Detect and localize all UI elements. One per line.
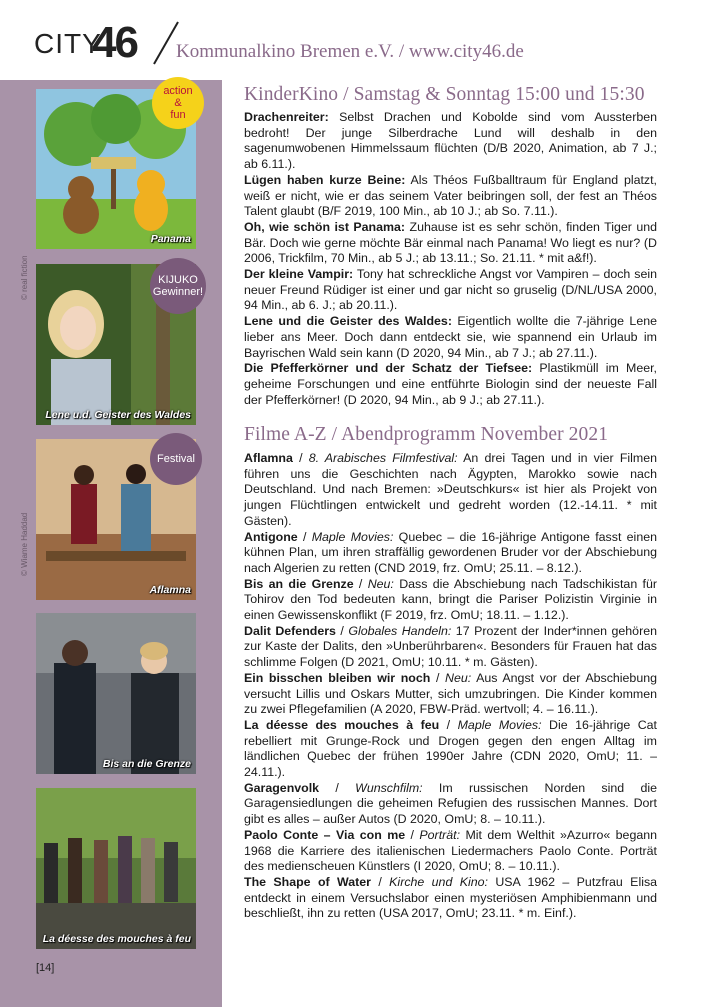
film-title: Dalit Defenders bbox=[244, 623, 336, 638]
badge-action-fun: action & fun bbox=[152, 77, 204, 129]
film-description: Aus Angst vor der Abschiebung versucht Lillis und Oskars Mutter, sich umzubringen. Die Kinder kommen zu zwei Pflegefamilien (A 2020, FBW-Präd. wertvoll; 4. – 16.11.). bbox=[244, 670, 658, 717]
film-title: Aflamna bbox=[244, 451, 293, 465]
kinderkino-entry bbox=[244, 314, 657, 361]
separator: / bbox=[405, 827, 420, 842]
film-title: Antigone bbox=[244, 529, 298, 544]
photo-bis-an-die-grenze bbox=[36, 613, 196, 774]
kinderkino-title: KinderKino / Samstag & Sonntag 15:00 und 15:30 bbox=[244, 84, 645, 105]
film-title: Die Pfefferkörner und der Schatz der Tiefsee: bbox=[244, 361, 533, 376]
separator: / bbox=[297, 529, 312, 544]
film-title: Drachenreiter: bbox=[244, 110, 329, 124]
filme-entries bbox=[244, 451, 657, 922]
kinderkino-entry bbox=[244, 220, 657, 267]
badge-kijuko: KIJUKO Gewinner! bbox=[150, 258, 206, 314]
badge-festival: Festival bbox=[150, 433, 202, 485]
film-entry bbox=[244, 577, 657, 624]
kinderkino-entry bbox=[244, 173, 657, 220]
separator: / bbox=[353, 576, 368, 591]
film-description: Tony hat schreckliche Angst vor Vampiren – doch sein neuer Freund Rüdiger ist einer und gar nicht so gruselig (D/NL/USA 2000, 94 Min., ab 6. J.; ab 20.11.). bbox=[244, 267, 658, 313]
film-description: 17 Prozent der Inder*innen gehören zur Kaste der Dalits, den »Unberührbaren«. Besonders für Frauen hat das schlimme Folgen (D 2021, OmU; 10.11. * m. Gästen). bbox=[244, 623, 657, 670]
separator: / bbox=[319, 780, 356, 795]
film-title: The Shape of Water bbox=[244, 874, 371, 889]
film-series: Porträt: bbox=[419, 827, 461, 842]
film-description: Selbst Drachen und Kobolde sind vom Aussterben bedroht! Der junge Silberdrache Lund will deshalb in den sagenumwobenen Himmelssaum flüchten (D/B 2020, Animation, ab 7 J.; ab 6.11.). bbox=[244, 110, 657, 172]
film-series: Maple Movies: bbox=[311, 529, 394, 544]
separator: / bbox=[430, 670, 445, 685]
logo-number: 46 bbox=[92, 18, 137, 67]
film-series: Globales Handeln: bbox=[348, 623, 452, 638]
film-description: Eigentlich wollte die 7-jährige Lene lieber ans Meer. Doch dann entdeckt sie, wie spannend ein Urlaub im Bayrischen Wald sein kann (D 2020, 94 Min., ab 7 J.; ab 27.11.). bbox=[244, 314, 657, 360]
kinderkino-entry bbox=[244, 110, 657, 173]
film-description: Plastikmüll im Meer, geheime Forschungen und eine entführte Biologin sind der neueste Fall der Pfefferkörner! (D 2020, 94 Min., ab 9 J.; ab 27.11.). bbox=[244, 361, 658, 407]
film-title: Lügen haben kurze Beine: bbox=[244, 172, 406, 187]
film-title: La déesse des mouches à feu bbox=[244, 717, 440, 732]
film-description: An drei Tagen und in vier Filmen führen uns die Geschichten nach Ägypten, Marokko sowie nach Deutschland. Und nach Bremen: »Deutschkurs« ist hier als Projekt von jungen Flüchtlingen entwickelt und gedreht worden (12.-14.11. * mit Gästen). bbox=[244, 451, 657, 528]
film-entry bbox=[244, 530, 657, 577]
film-title: Garagenvolk bbox=[244, 780, 320, 795]
film-description: USA 1962 – Putzfrau Elisa entdeckt in einem Versuchslabor einen mysteriösen Amphibienmann und beschließt, ihn zu retten (USA 2017, OmU; 23.11. * m. Einf.). bbox=[244, 874, 658, 921]
photo-caption: Bis an die Grenze bbox=[102, 758, 191, 770]
photo-caption: Lene u.d. Geister des Waldes bbox=[45, 409, 191, 421]
kinderkino-entries bbox=[244, 110, 657, 408]
film-title: Lene und die Geister des Waldes: bbox=[244, 314, 452, 329]
film-entry bbox=[244, 624, 657, 671]
film-description: Dass die Abschiebung nach Tadschikistan für Tohirov den Tod bedeuten kann, bringt die Pariser Polizistin Virginie in einen Gewissenskonflikt (F 2019, frz. OmU; 18.11. – 1.12.). bbox=[244, 576, 657, 623]
film-series: Kirche und Kino: bbox=[389, 874, 488, 889]
film-description: Im russischen Norden sind die Garagensiedlungen die geheimen Refugien des russischen Mannes. Dort gibt es alles – außer Autos (D 2020, OmU; 8. – 10.11.). bbox=[244, 780, 658, 827]
photo-credit: © real fiction bbox=[20, 255, 29, 300]
film-series: 8. Arabisches Filmfestival: bbox=[308, 451, 458, 465]
film-title: Bis an die Grenze bbox=[244, 576, 354, 591]
film-description: Mit dem Welthit »Azurro« begann 1968 die Karriere des italienischen Liedermachers Paolo Conte. Porträt des medienscheuen Künstlers (I 2020, OmU; 8. – 10.11.). bbox=[244, 827, 658, 874]
separator: / bbox=[292, 451, 309, 465]
film-entry bbox=[244, 828, 657, 875]
photo-caption: Aflamna bbox=[149, 584, 191, 596]
film-title: Oh, wie schön ist Panama: bbox=[244, 219, 406, 234]
film-entry bbox=[244, 781, 657, 828]
film-description: Zuhause ist es sehr schön, finden Tiger und Bär. Doch wie gerne möchte Bär einmal nach Panama! Wo liegt es nur? (D 2006, Trickfilm, 70 Min., ab 5 J.; ab 13.11.; So. 21.11. * mit a&f!). bbox=[244, 219, 657, 266]
separator: / bbox=[370, 874, 390, 889]
film-entry bbox=[244, 671, 657, 718]
film-series: Neu: bbox=[445, 670, 472, 685]
film-title: Der kleine Vampir: bbox=[244, 267, 354, 282]
film-description: Quebec – die 16-jährige Antigone fasst einen kühnen Plan, um ihren straffällig gewordenen Bruder vor der Abschiebung nach Algerien zu retten (CND 2019, frz. OmU; 25.11. – 8.12.). bbox=[244, 529, 657, 575]
kinderkino-entry bbox=[244, 361, 657, 408]
filme-title: Filme A-Z / Abendprogramm November 2021 bbox=[244, 424, 609, 445]
film-series: Wunschfilm: bbox=[355, 780, 423, 795]
separator: / bbox=[439, 717, 458, 732]
separator: / bbox=[335, 623, 349, 638]
photo-caption: La déesse des mouches à feu bbox=[42, 933, 191, 945]
film-entry bbox=[244, 718, 657, 781]
film-title: Paolo Conte – Via con me bbox=[244, 827, 406, 842]
film-description: Die 16-jährige Cat rebelliert mit Grunge-Rock und Drogen gegen den engen Alltag im ländlichen Quebec der frühen 1990er Jahre (CDN 2020, OmU; 11. – 24.11.). bbox=[244, 717, 658, 780]
film-series: Neu: bbox=[367, 576, 394, 591]
film-entry bbox=[244, 875, 657, 922]
photo-la-deesse bbox=[36, 788, 196, 949]
grenze-photo bbox=[36, 613, 196, 774]
logo-city-text: CITY bbox=[34, 28, 102, 59]
kinderkino-entry bbox=[244, 267, 657, 314]
header-org-text[interactable]: Kommunalkino Bremen e.V. / www.city46.de bbox=[176, 41, 524, 62]
film-description: Als Théos Fußballtraum für England platzt, weiß er nicht, wie er das seinem Vater beibringen soll, der fest an Théos Talent glaubt (B/F 2019, 100 Min., ab 10 J.; ab So. 7.11.). bbox=[244, 172, 657, 219]
photo-caption: Panama bbox=[150, 233, 191, 245]
film-series: Maple Movies: bbox=[457, 717, 542, 732]
deesse-photo bbox=[36, 788, 196, 949]
film-title: Ein bisschen bleiben wir noch bbox=[244, 670, 431, 685]
page-number: [14] bbox=[36, 962, 55, 974]
film-entry bbox=[244, 451, 657, 530]
photo-credit: © Wiame Haddad bbox=[20, 512, 29, 576]
